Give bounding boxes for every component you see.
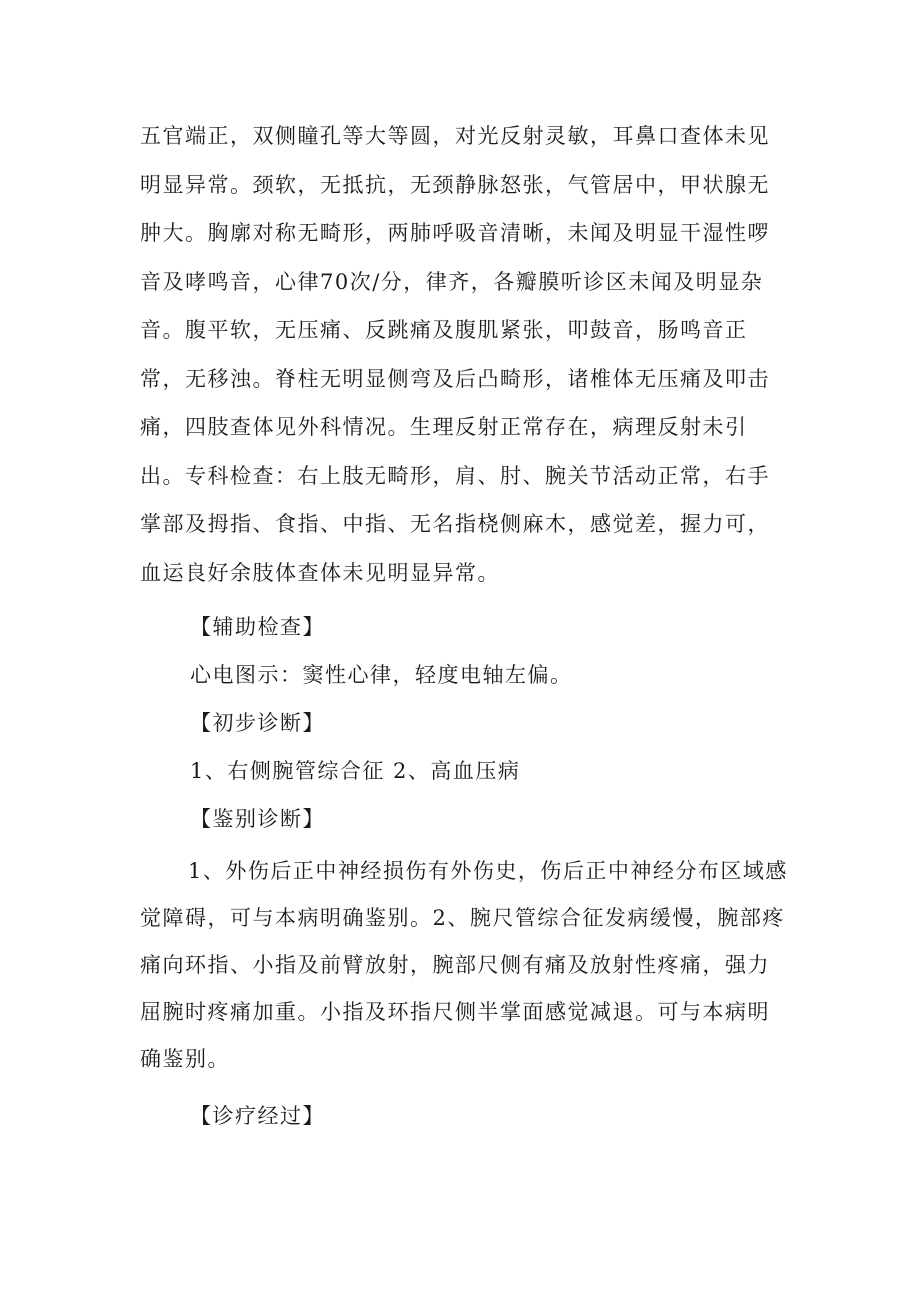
physical-exam-paragraph: 五官端正，双侧瞳孔等大等圆，对光反射灵敏，耳鼻口查体未见明显异常。颈软，无抵抗，无颈静脉怒张，气管居中，甲状腺无肿大。胸廓对称无畸形，两肺呼吸音清晰，未闻及明显干湿性啰音及哮鸣音，心律70次/分，律齐，各瓣膜听诊区未闻及明显杂音。腹平软，无压痛、反跳痛及腹肌紧张，叩鼓音，肠鸣音正常，无移浊。脊柱无明显侧弯及后凸畸形，诸椎体无压痛及叩击痛，四肢查体见外科情况。生理反射正常存在，病理反射未引出。专科检查：右上肢无畸形，肩、肘、腕关节活动正常，右手掌部及拇指、食指、中指、无名指桡侧麻木，感觉差，握力可，血运良好余肢体查体未见明显异常。 — [140, 124, 770, 585]
differential-diagnosis-paragraph: 1、外伤后正中神经损伤有外伤史，伤后正中神经分布区域感觉障碍，可与本病明确鉴别。2、腕尺管综合征发病缓慢，腕部疼痛向环指、小指及前臂放射，腕部尺侧有痛及放射性疼痛，强力屈腕时疼痛加重。小指及环指尺侧半掌面感觉减退。可与本病明确鉴别。 — [140, 859, 788, 1071]
auxiliary-exam-heading: 【辅助检查】 — [190, 615, 325, 639]
auxiliary-exam-text: 心电图示：窦性心律，轻度电轴左偏。 — [190, 663, 573, 687]
differential-diagnosis-heading: 【鉴别诊断】 — [190, 807, 325, 831]
preliminary-diagnosis-heading: 【初步诊断】 — [190, 711, 325, 735]
preliminary-diagnosis-text: 1、右侧腕管综合征 2、高血压病 — [190, 759, 521, 783]
treatment-course-heading: 【诊疗经过】 — [190, 1104, 325, 1128]
